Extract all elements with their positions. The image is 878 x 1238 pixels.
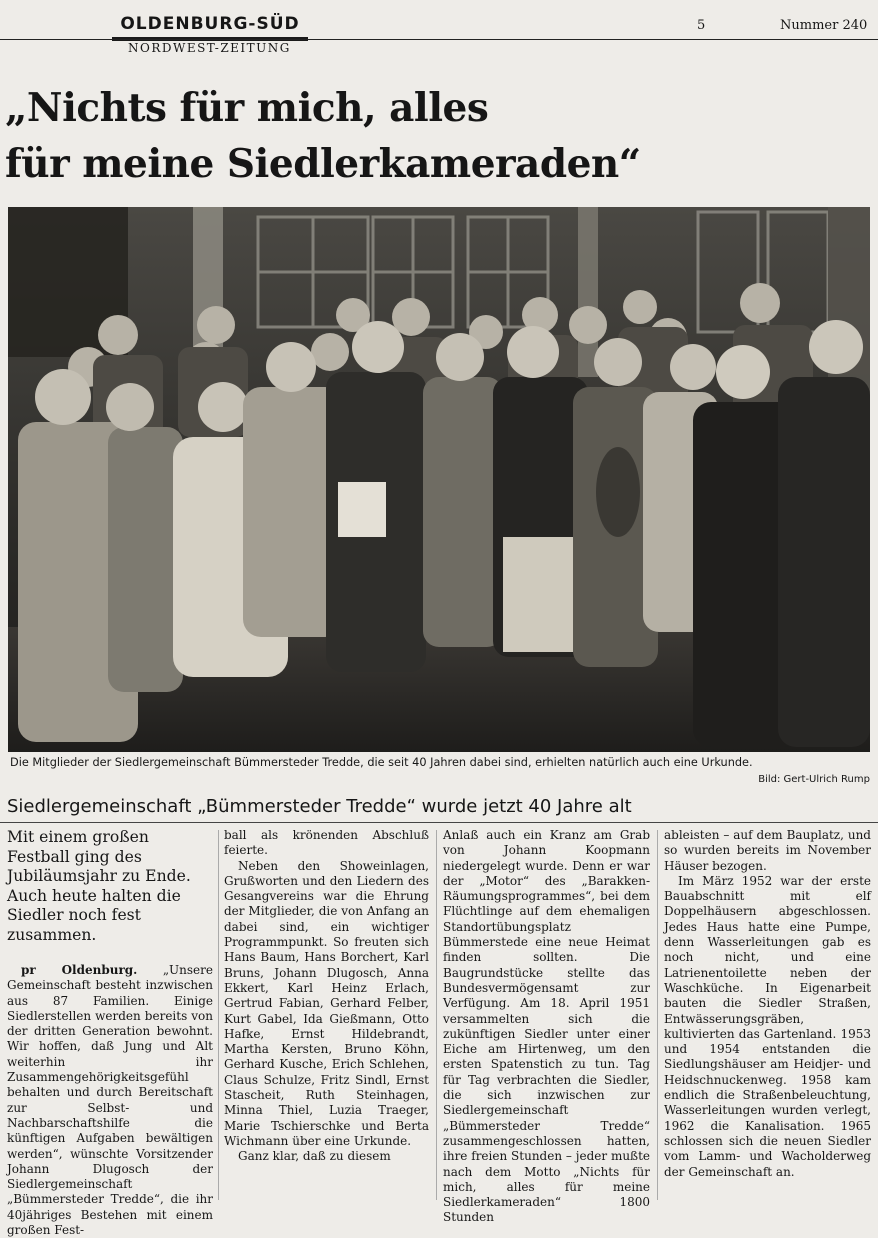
masthead-rule: [0, 39, 878, 40]
subheadline-rule: [0, 822, 878, 823]
article-column-1: [7, 828, 213, 1238]
column-divider: [657, 830, 658, 1200]
article-text: „Unsere Gemeinschaft besteht inzwischen aus 87 Familien. Einige Siedlerstellen werden bereits von der dritten Generation bewohnt. Wir hoffen, daß Jung und Alt weiterhin ihr Zusammengehörigkeitsgefühl behalten und durch Bereitschaft zur Selbst- und Nachbarschaftshilfe die künftigen Aufgaben bewältigen werden“, wünschte Vorsitzender Johann Dlugosch der Siedlergemeinschaft „Bümmersteder Tredde“, die ihr 40jähriges Bestehen mit einem großen Fest-: [7, 963, 213, 1238]
article-paragraph: Neben den Showeinlagen, Grußworten und den Liedern des Gesangvereins war die Ehrung der Mitglieder, die von Anfang an dabei sind, ein wichtiger Programmpunkt. So freuten sich Hans Baum, Hans Borchert, Karl Bruns, Johann Dlugosch, Anna Ekkert, Karl Heinz Erlach, Gertrud Fabian, Gerhard Felber, Kurt Gabel, Ida Gießmann, Otto Hafke, Ernst Hildebrandt, Martha Kersten, Bruno Köhn, Gerhard Kusche, Erich Schlehen, Claus Schulze, Fritz Sindl, Ernst Stascheit, Ruth Steinhagen, Minna Thiel, Luzia Traeger, Marie Tschierschke und Berta Wichmann über eine Urkunde.: [224, 858, 429, 1148]
dateline: pr Oldenburg.: [21, 963, 138, 977]
article-paragraph: Ganz klar, daß zu diesem: [238, 1149, 391, 1164]
article-paragraph: Im März 1952 war der erste Bauabschnitt mit elf Doppelhäusern abgeschlossen. Jedes Haus hatte eine Pumpe, denn Wasserleitungen gab es noch nicht, und eine Latrienentoilette neben der Waschküche. In Eigenarbeit bauten die Siedler Straßen, Entwässerungsgräben, kultivierten das Gartenland. 1953 und 1954 entstanden die Siedlungshäuser am Heidjer- und Heidschnuckenweg. 1958 kam endlich die Straßenbeleuchtung, Wasserleitungen wurden verlegt, 1962 die Kanalisation. 1965 schlossen sich die neuen Siedler vom Lamm- und Wacholderweg der Gemeinschaft an.: [664, 873, 871, 1179]
subheadline: Siedlergemeinschaft „Bümmersteder Tredde“ wurde jetzt 40 Jahre alt: [7, 796, 632, 817]
article-paragraph: [7, 963, 213, 1238]
article-column-2: [224, 828, 429, 1165]
headline-line-1: „Nichts für mich, alles: [5, 85, 489, 131]
group-photo: [8, 207, 870, 752]
group-photo-illustration: [8, 207, 870, 752]
page-number: 5: [697, 18, 706, 33]
photo-credit: Bild: Gert-Ulrich Rump: [758, 774, 870, 785]
issue-number: Nummer 240: [780, 18, 868, 33]
photo-caption: Die Mitglieder der Siedlergemeinschaft Bümmersteder Tredde, die seit 40 Jahren dabei sind, erhielten natürlich auch eine Urkunde.: [10, 756, 753, 769]
article-lead: Mit einem großen Festball ging des Jubiläumsjahr zu Ende. Auch heute halten die Siedler noch fest zusammen.: [7, 828, 191, 944]
section-name: OLDENBURG-SÜD: [112, 11, 308, 41]
column-divider: [436, 830, 437, 1200]
article-paragraph: Anlaß auch ein Kranz am Grab von Johann Koopmann niedergelegt wurde. Denn er war der „Motor“ des „Barakken-Räumungsprogrammes“, bei dem Flüchtlinge auf dem ehemaligen Standortübungsplatz Bümmerstede eine neue Heimat finden sollten. Die Baugrundstücke stellte das Bundesvermögensamt zur Verfügung. Am 18. April 1951 versammelten sich die zukünftigen Siedler unter einer Eiche am Hirtenweg, um den ersten Spatenstich zu tun. Tag für Tag verbrachten die Siedler, die sich inzwischen zur Siedlergemeinschaft „Bümmersteder Tredde“ zusammengeschlossen hatten, ihre freien Stunden – jeder mußte nach dem Motto „Nichts für mich, alles für meine Siedlerkameraden“ 1800 Stunden: [443, 828, 650, 1225]
newspaper-name: NORDWEST-ZEITUNG: [128, 41, 291, 55]
article-column-4: [664, 828, 871, 1180]
headline-line-2: für meine Siedlerkameraden“: [5, 141, 641, 187]
column-divider: [218, 830, 219, 1200]
article-paragraph: ableisten – auf dem Bauplatz, und so wurden bereits im November Häuser bezogen.: [664, 828, 871, 873]
article-column-3: [443, 828, 650, 1226]
article-paragraph: ball als krönenden Abschluß feierte.: [224, 828, 429, 858]
headline: [5, 80, 875, 192]
